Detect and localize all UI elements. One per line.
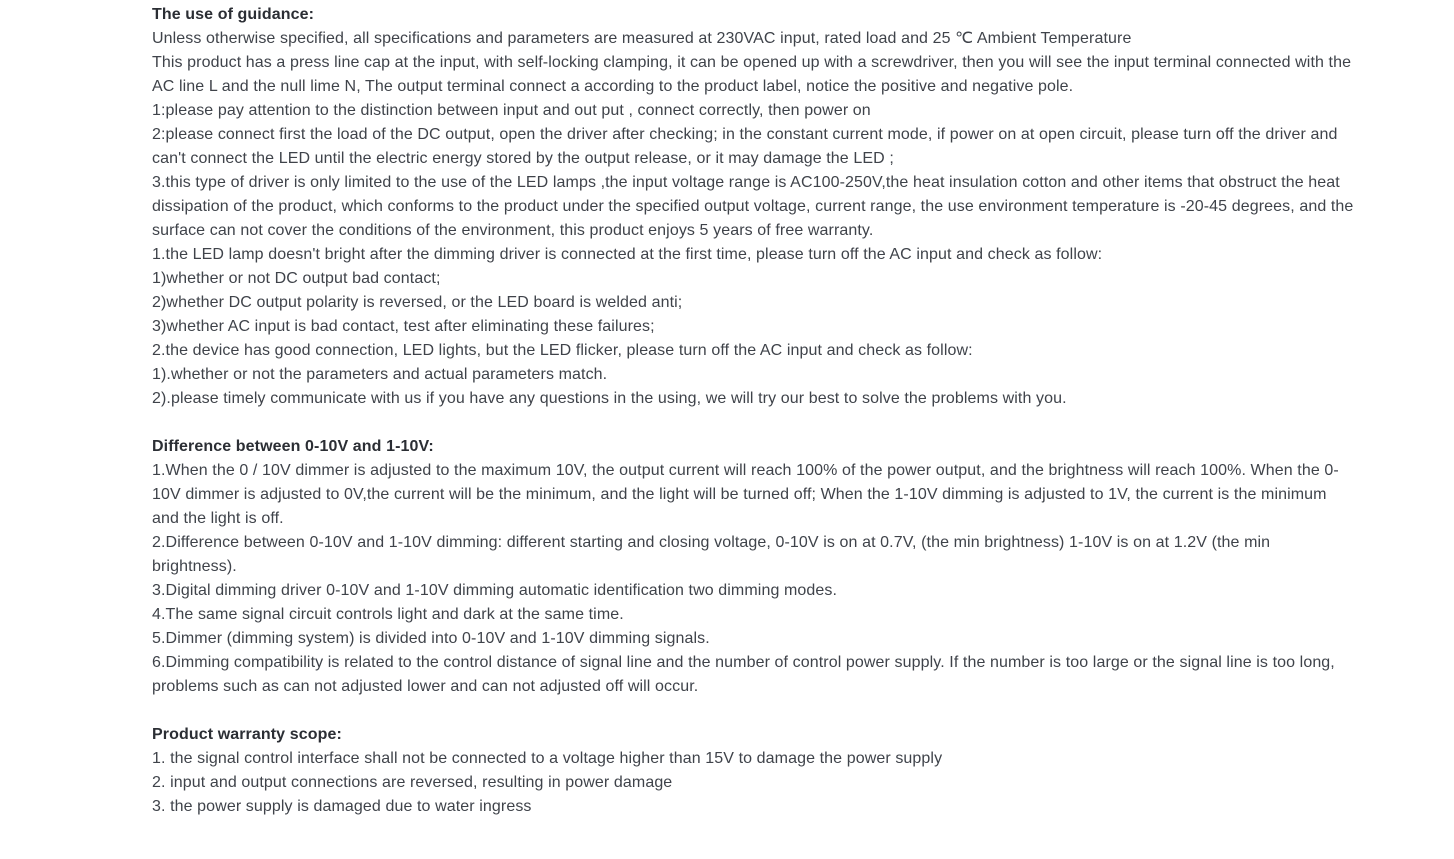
paragraph: 3.this type of driver is only limited to the use of the LED lamps ,the input voltage range is AC100-250V,the heat insulation cotton and other items that obstruct the heat dissipation of the product, which conforms to the product under the specified output voltage, current range, the use environment temperature is -20-45 degrees, and the surface can not cover the conditions of the environment, this product enjoys 5 years of free warranty. <box>152 174 1354 239</box>
paragraph: 3.Digital dimming driver 0-10V and 1-10V dimming automatic identification two dimming modes. <box>152 582 838 599</box>
paragraph: 1. the signal control interface shall not be connected to a voltage higher than 15V to damage the power supply <box>152 750 943 767</box>
paragraph: 2.the device has good connection, LED lights, but the LED flicker, please turn off the AC input and check as follow: <box>152 342 973 359</box>
paragraph: 2).please timely communicate with us if you have any questions in the using, we will try our best to solve the problems with you. <box>152 390 1067 407</box>
paragraph: 4.The same signal circuit controls light and dark at the same time. <box>152 606 624 623</box>
paragraph: This product has a press line cap at the input, with self-locking clamping, it can be opened up with a screwdriver, then you will see the input terminal connected with the AC line L and the null lime N, The output terminal connect a according to the product label, notice the positive and negative pole. <box>152 54 1352 95</box>
paragraph: 6.Dimming compatibility is related to the control distance of signal line and the number of control power supply. If the number is too large or the signal line is too long, problems such as can not adjusted lower and can not adjusted off will occur. <box>152 654 1335 695</box>
paragraph: 2)whether DC output polarity is reversed, or the LED board is welded anti; <box>152 294 683 311</box>
section-difference-0-10v-1-10v <box>152 435 1356 699</box>
paragraph: 1)whether or not DC output bad contact; <box>152 270 441 287</box>
paragraph: 3. the power supply is damaged due to water ingress <box>152 798 532 815</box>
paragraph: 2. input and output connections are reversed, resulting in power damage <box>152 774 673 791</box>
paragraph: 1:please pay attention to the distinction between input and out put , connect correctly, then power on <box>152 102 871 119</box>
section-heading: Difference between 0-10V and 1-10V: <box>152 438 434 455</box>
section-product-warranty-scope <box>152 723 1356 819</box>
paragraph: Unless otherwise specified, all specifications and parameters are measured at 230VAC input, rated load and 25 ℃ Ambient Temperature <box>152 30 1132 47</box>
section-heading: The use of guidance: <box>152 6 315 23</box>
paragraph: 2.Difference between 0-10V and 1-10V dimming: different starting and closing voltage, 0-10V is on at 0.7V, (the min brightness) 1-10V is on at 1.2V (the min brightness). <box>152 534 1271 575</box>
paragraph: 5.Dimmer (dimming system) is divided into 0-10V and 1-10V dimming signals. <box>152 630 710 647</box>
paragraph: 2:please connect first the load of the DC output, open the driver after checking; in the constant current mode, if power on at open circuit, please turn off the driver and can't connect the LED until the electric energy stored by the output release, or it may damage the LED ; <box>152 126 1338 167</box>
paragraph: 3)whether AC input is bad contact, test after eliminating these failures; <box>152 318 655 335</box>
paragraph: 1.the LED lamp doesn't bright after the dimming driver is connected at the first time, please turn off the AC input and check as follow: <box>152 246 1103 263</box>
paragraph: 1).whether or not the parameters and actual parameters match. <box>152 366 608 383</box>
section-heading: Product warranty scope: <box>152 726 342 743</box>
section-use-of-guidance <box>152 3 1356 411</box>
paragraph: 1.When the 0 / 10V dimmer is adjusted to the maximum 10V, the output current will reach 100% of the power output, and the brightness will reach 100%. When the 0-10V dimmer is adjusted to 0V,the current will be the minimum, and the light will be turned off; When the 1-10V dimming is adjusted to 1V, the current is the minimum and the light is off. <box>152 462 1339 527</box>
